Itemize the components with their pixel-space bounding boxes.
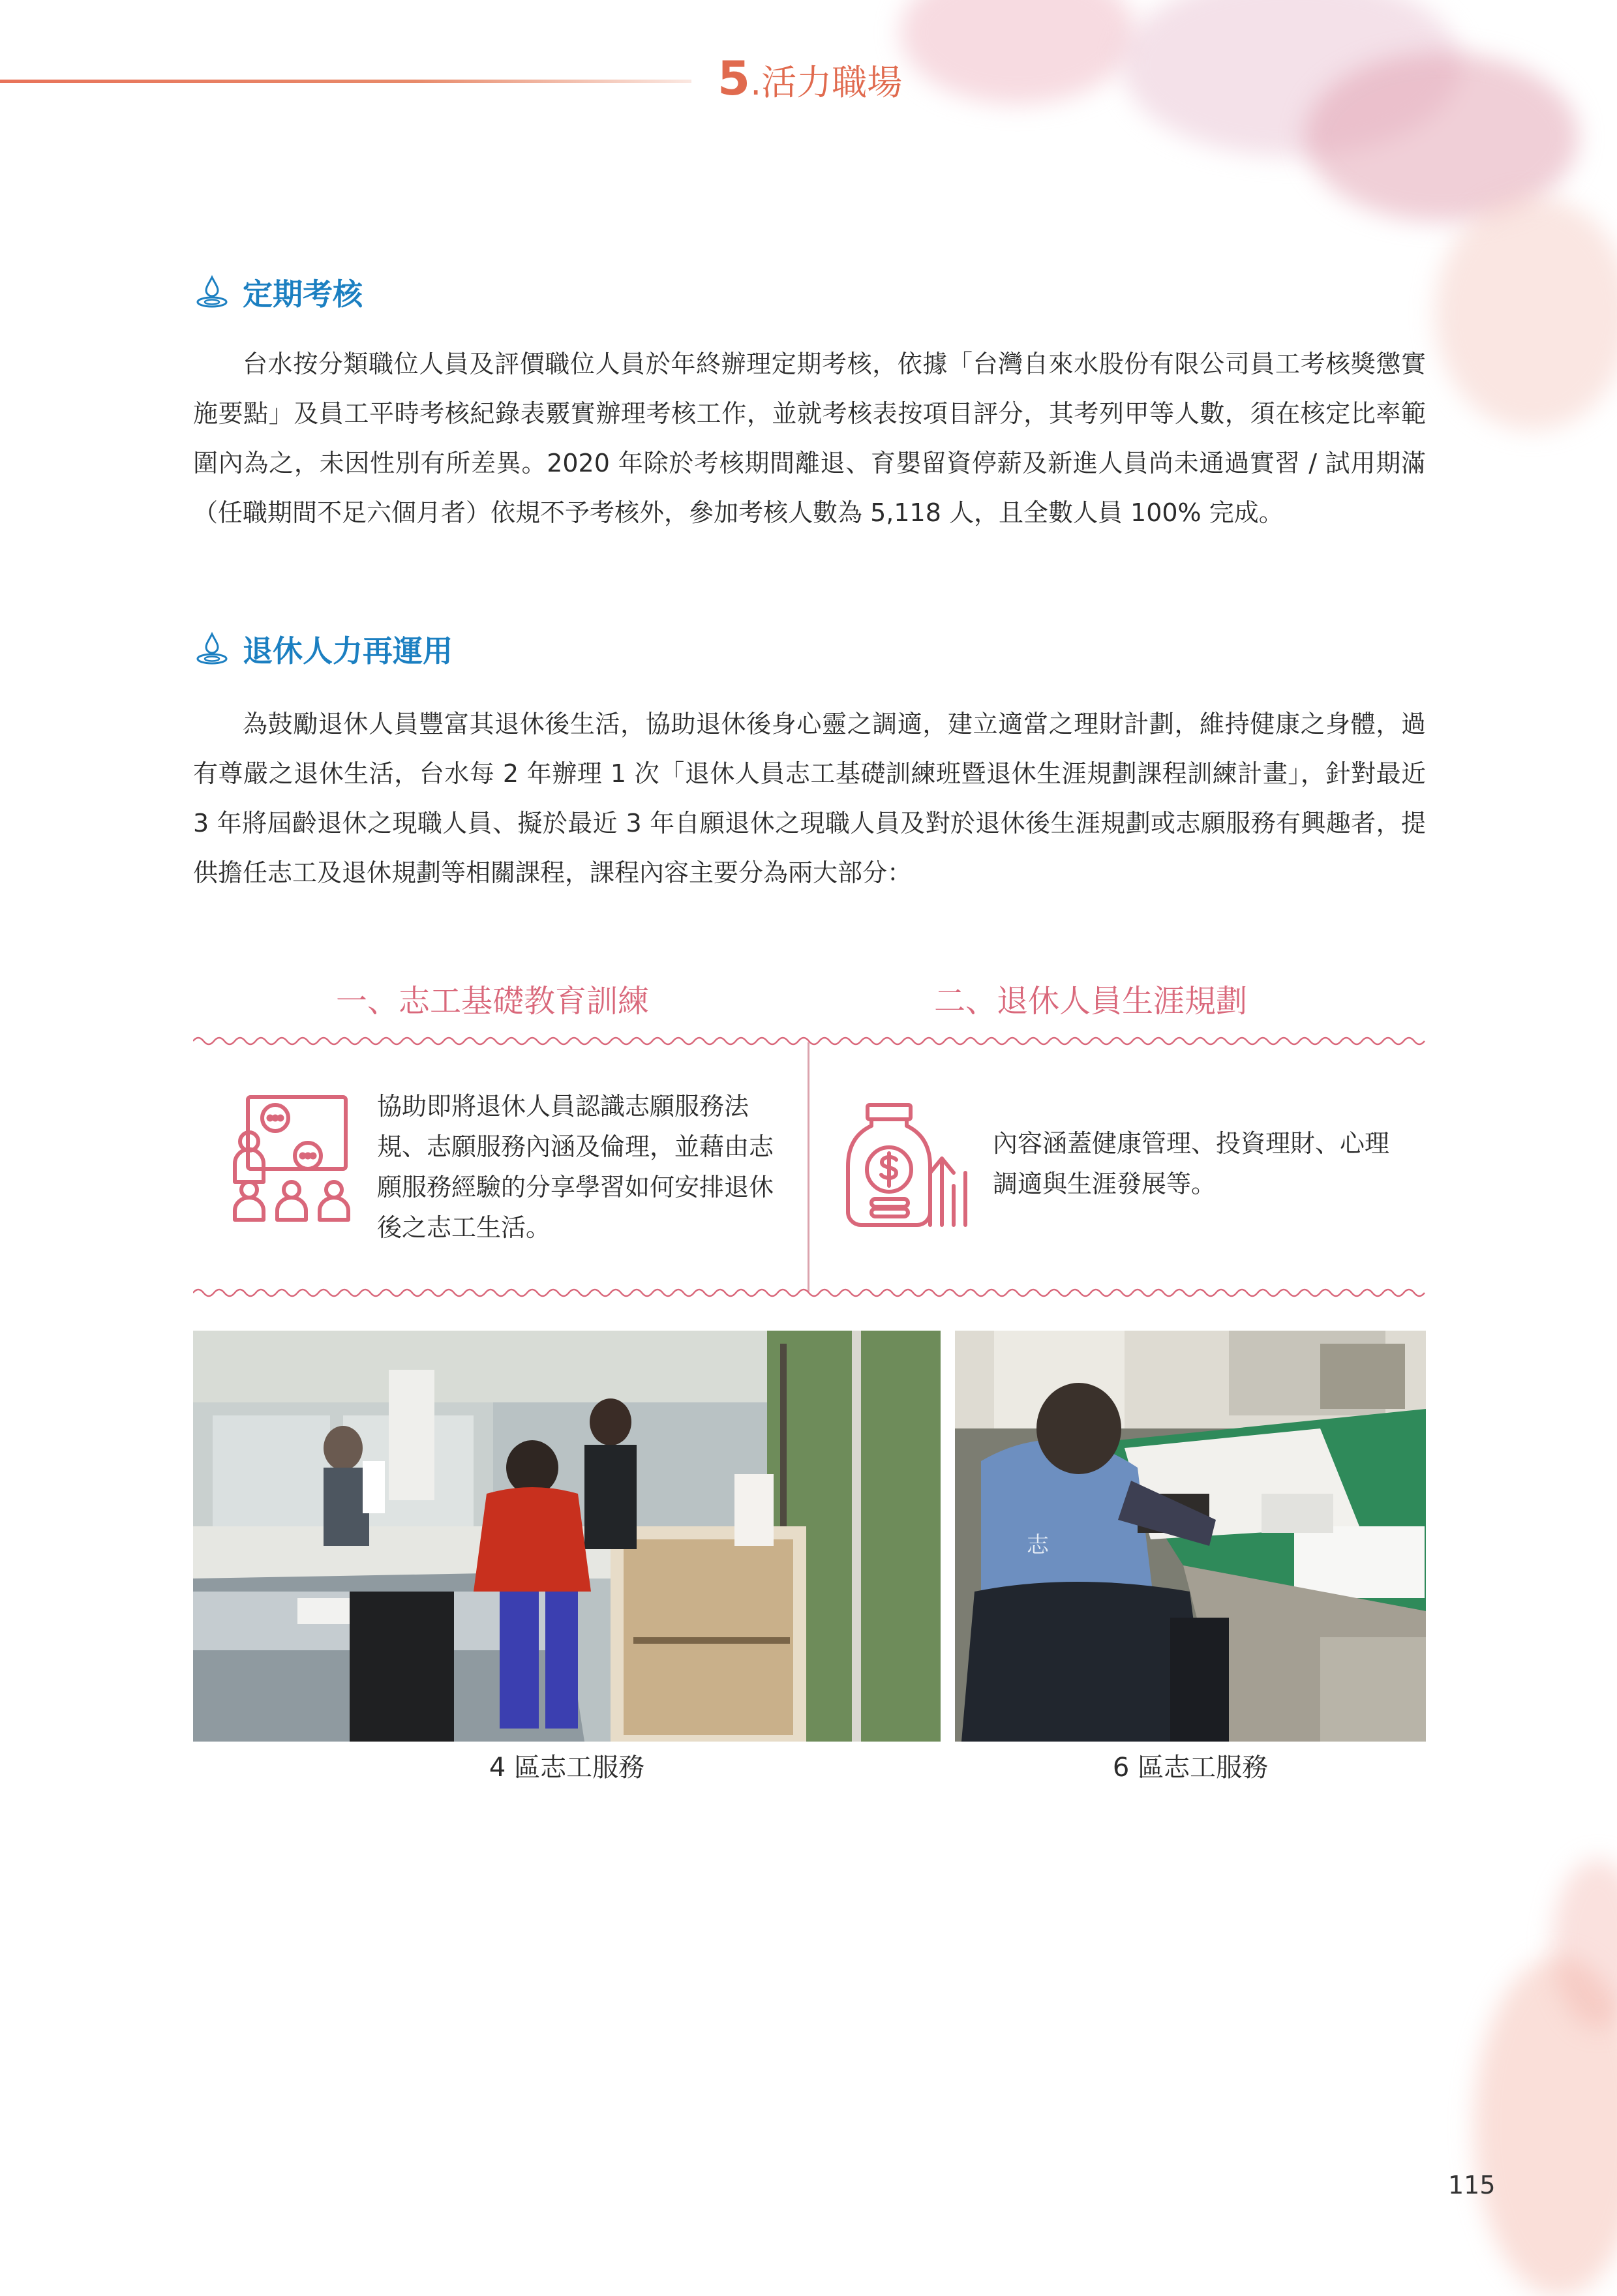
section-heading xyxy=(193,271,363,317)
program-title: 二、退休人員生涯規劃 xyxy=(934,983,1248,1020)
photo-district4-volunteer xyxy=(193,1331,941,1742)
photo-caption: 6 區志工服務 xyxy=(1112,1753,1269,1783)
money-jar-growth-icon xyxy=(844,1101,975,1231)
page-number: 115 xyxy=(1448,2171,1496,2199)
chapter-header xyxy=(718,52,902,104)
wavy-rule-bottom xyxy=(193,1286,1426,1299)
section-title: 退休人力再運用 xyxy=(243,633,453,669)
section-paragraph: 台水按分類職位人員及評價職位人員於年終辦理定期考核，依據「台灣自來水股份有限公司員工考核獎懲實施要點」及員工平時考核紀錄表覈實辦理考核工作，並就考核表按項目評分，其考列甲等人數，須在核定比率範圍內為之，未因性別有所差異。2020 年除於考核期間離退、育嬰留資停薪及新進人員尚未通過實習 / 試用期滿（任職期間不足六個月者）依規不予考核外，參加考核人數為 5,118 人，且全數人員 100% 完成。 xyxy=(193,350,1426,527)
chapter-number: 5 xyxy=(718,51,751,106)
column-divider xyxy=(808,1042,809,1292)
section-heading xyxy=(193,628,453,674)
watercolor-decoration xyxy=(1435,196,1617,430)
photo-caption: 4 區志工服務 xyxy=(489,1753,645,1783)
header-rule xyxy=(0,80,691,83)
group-discussion-icon xyxy=(230,1091,354,1228)
water-drop-icon xyxy=(193,273,231,311)
wavy-rule-top xyxy=(193,1035,1426,1048)
program-title: 一、志工基礎教育訓練 xyxy=(336,983,650,1020)
chapter-title: .活力職場 xyxy=(750,62,903,103)
photo-district6-volunteer xyxy=(955,1331,1426,1742)
svg-text:志: 志 xyxy=(1027,1532,1049,1558)
watercolor-decoration xyxy=(900,0,1135,104)
program-description: 內容涵蓋健康管理、投資理財、心理調適與生涯發展等。 xyxy=(993,1129,1390,1198)
water-drop-icon xyxy=(193,630,231,668)
section-paragraph: 為鼓勵退休人員豐富其退休後生活，協助退休後身心靈之調適，建立適當之理財計劃，維持健康之身體，過有尊嚴之退休生活，台水每 2 年辦理 1 次「退休人員志工基礎訓練班暨退休生涯規劃課程訓練計畫」，針對最近 3 年將屆齡退休之現職人員、擬於最近 3 年自願退休之現職人員及對於退休後生涯規劃或志願服務有興趣者，提供擔任志工及退休規劃等相關課程，課程內容主要分為兩大部分： xyxy=(193,710,1426,887)
section-title: 定期考核 xyxy=(243,277,363,312)
program-description: 協助即將退休人員認識志願服務法規、志願服務內涵及倫理，並藉由志願服務經驗的分享學習如何安排退休後之志工生活。 xyxy=(377,1092,774,1242)
